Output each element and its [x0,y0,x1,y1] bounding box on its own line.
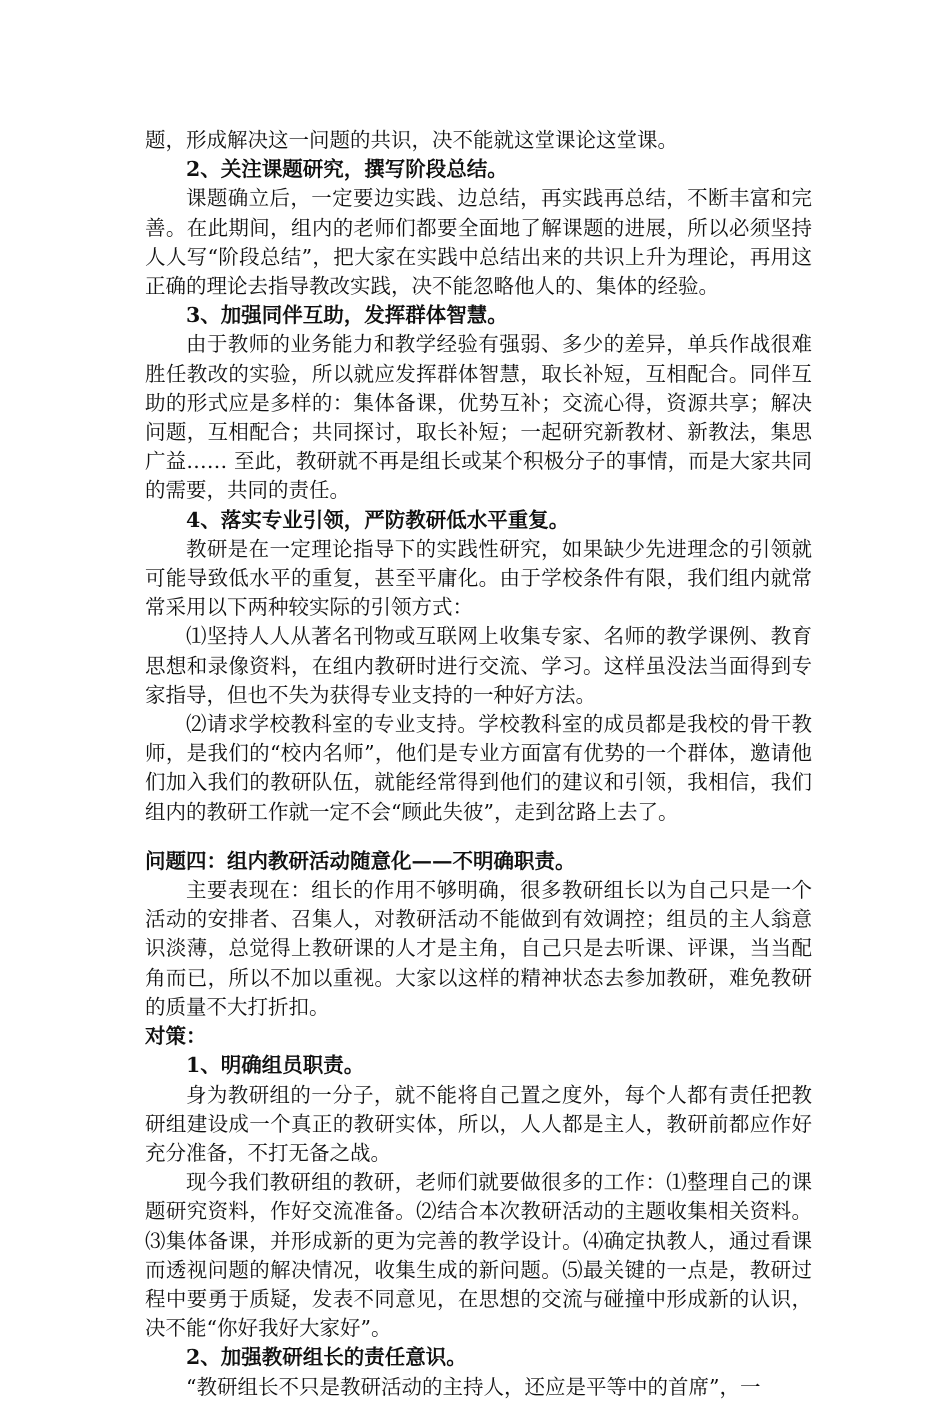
paragraph-leader-responsibility: “教研组长不只是教研活动的主持人，还应是平等中的首席”，一 [186,1374,761,1399]
countermeasure-heading-2: 2、加强教研组长的责任意识。 [186,1345,467,1370]
paragraph-gap [145,827,812,847]
paragraph-guidance-method-1: ⑴坚持人人从著名刊物或互联网上收集专家、名师的教学课例、教育思想和录像资料，在组内教研时进行交流、学习。这样虽没法当面得到专家指导，但也不失为获得专业支持的一种好方法。 [145,624,812,707]
paragraph-guidance-method-2: ⑵请求学校教科室的专业支持。学校教科室的成员都是我校的骨干教师，是我们的“校内名师”，他们是专业方面富有优势的一个群体，邀请他们加入我们的教研队伍，就能经常得到他们的建议和引领，我相信，我们组内的教研工作就一定不会“顾此失彼”，走到岔路上去了。 [145,712,812,824]
paragraph-peer-support: 由于教师的业务能力和教学经验有强弱、多少的差异，单兵作战很难胜任教改的实验，所以就应发挥群体智慧，取长补短，互相配合。同伴互助的形式应是多样的：集体备课，优势互补；交流心得，资源共享；解决问题，互相配合；共同探讨，取长补短；一起研究新教材、新教法，集思广益…… 至此，教研就不再是组长或某个积极分子的事情，而是大家共同的需要，共同的责任。 [145,332,812,503]
document-page [145,126,812,1402]
paragraph-member-duty: 身为教研组的一分子，就不能将自己置之度外，每个人都有责任把教研组建设成一个真正的教研实体，所以，人人都是主人，教研前都应作好充分准备，不打无备之战。 [145,1082,812,1165]
paragraph-continuation: 题，形成解决这一问题的共识，决不能就这堂课论这堂课。 [145,128,678,152]
countermeasure-heading-1: 1、明确组员职责。 [186,1053,365,1078]
countermeasures-heading: 对策： [145,1024,207,1049]
paragraph-member-tasks: 现今我们教研组的教研，老师们就要做很多的工作：⑴整理自己的课题研究资料，作好交流准备。⑵结合本次教研活动的主题收集相关资料。⑶集体备课，并形成新的更为完善的教学设计。⑷确定执教人，通过看课而透视问题的解决情况，收集生成的新问题。⑸最关键的一点是，教研过程中要勇于质疑，发表不同意见，在思想的交流与碰撞中形成新的认识，决不能“你好我好大家好”。 [145,1170,812,1341]
paragraph-professional-guidance: 教研是在一定理论指导下的实践性研究，如果缺少先进理念的引领就可能导致低水平的重复，甚至平庸化。由于学校条件有限，我们组内就常常采用以下两种较实际的引领方式： [145,536,812,620]
problem-heading-4: 问题四：组内教研活动随意化——不明确职责。 [145,848,576,873]
paragraph-problem-description: 主要表现在：组长的作用不够明确，很多教研组长以为自己只是一个活动的安排者、召集人，对教研活动不能做到有效调控；组员的主人翁意识淡薄，总觉得上教研课的人才是主角，自己只是去听课、评课，当当配角而已，所以不加以重视。大家以这样的精神状态去参加教研，难免教研的质量不大打折扣。 [145,878,812,1019]
section-heading-3: 3、加强同伴互助，发挥群体智慧。 [186,303,508,328]
section-heading-4: 4、落实专业引领，严防教研低水平重复。 [186,507,570,532]
section-heading-2: 2、关注课题研究，撰写阶段总结。 [186,157,508,182]
paragraph-stage-summary: 课题确立后，一定要边实践、边总结，再实践再总结，不断丰富和完善。在此期间，组内的老师们都要全面地了解课题的进展，所以必须坚持人人写“阶段总结”，把大家在实践中总结出来的共识上升为理论，再用这正确的理论去指导教改实践，决不能忽略他人的、集体的经验。 [145,186,812,299]
